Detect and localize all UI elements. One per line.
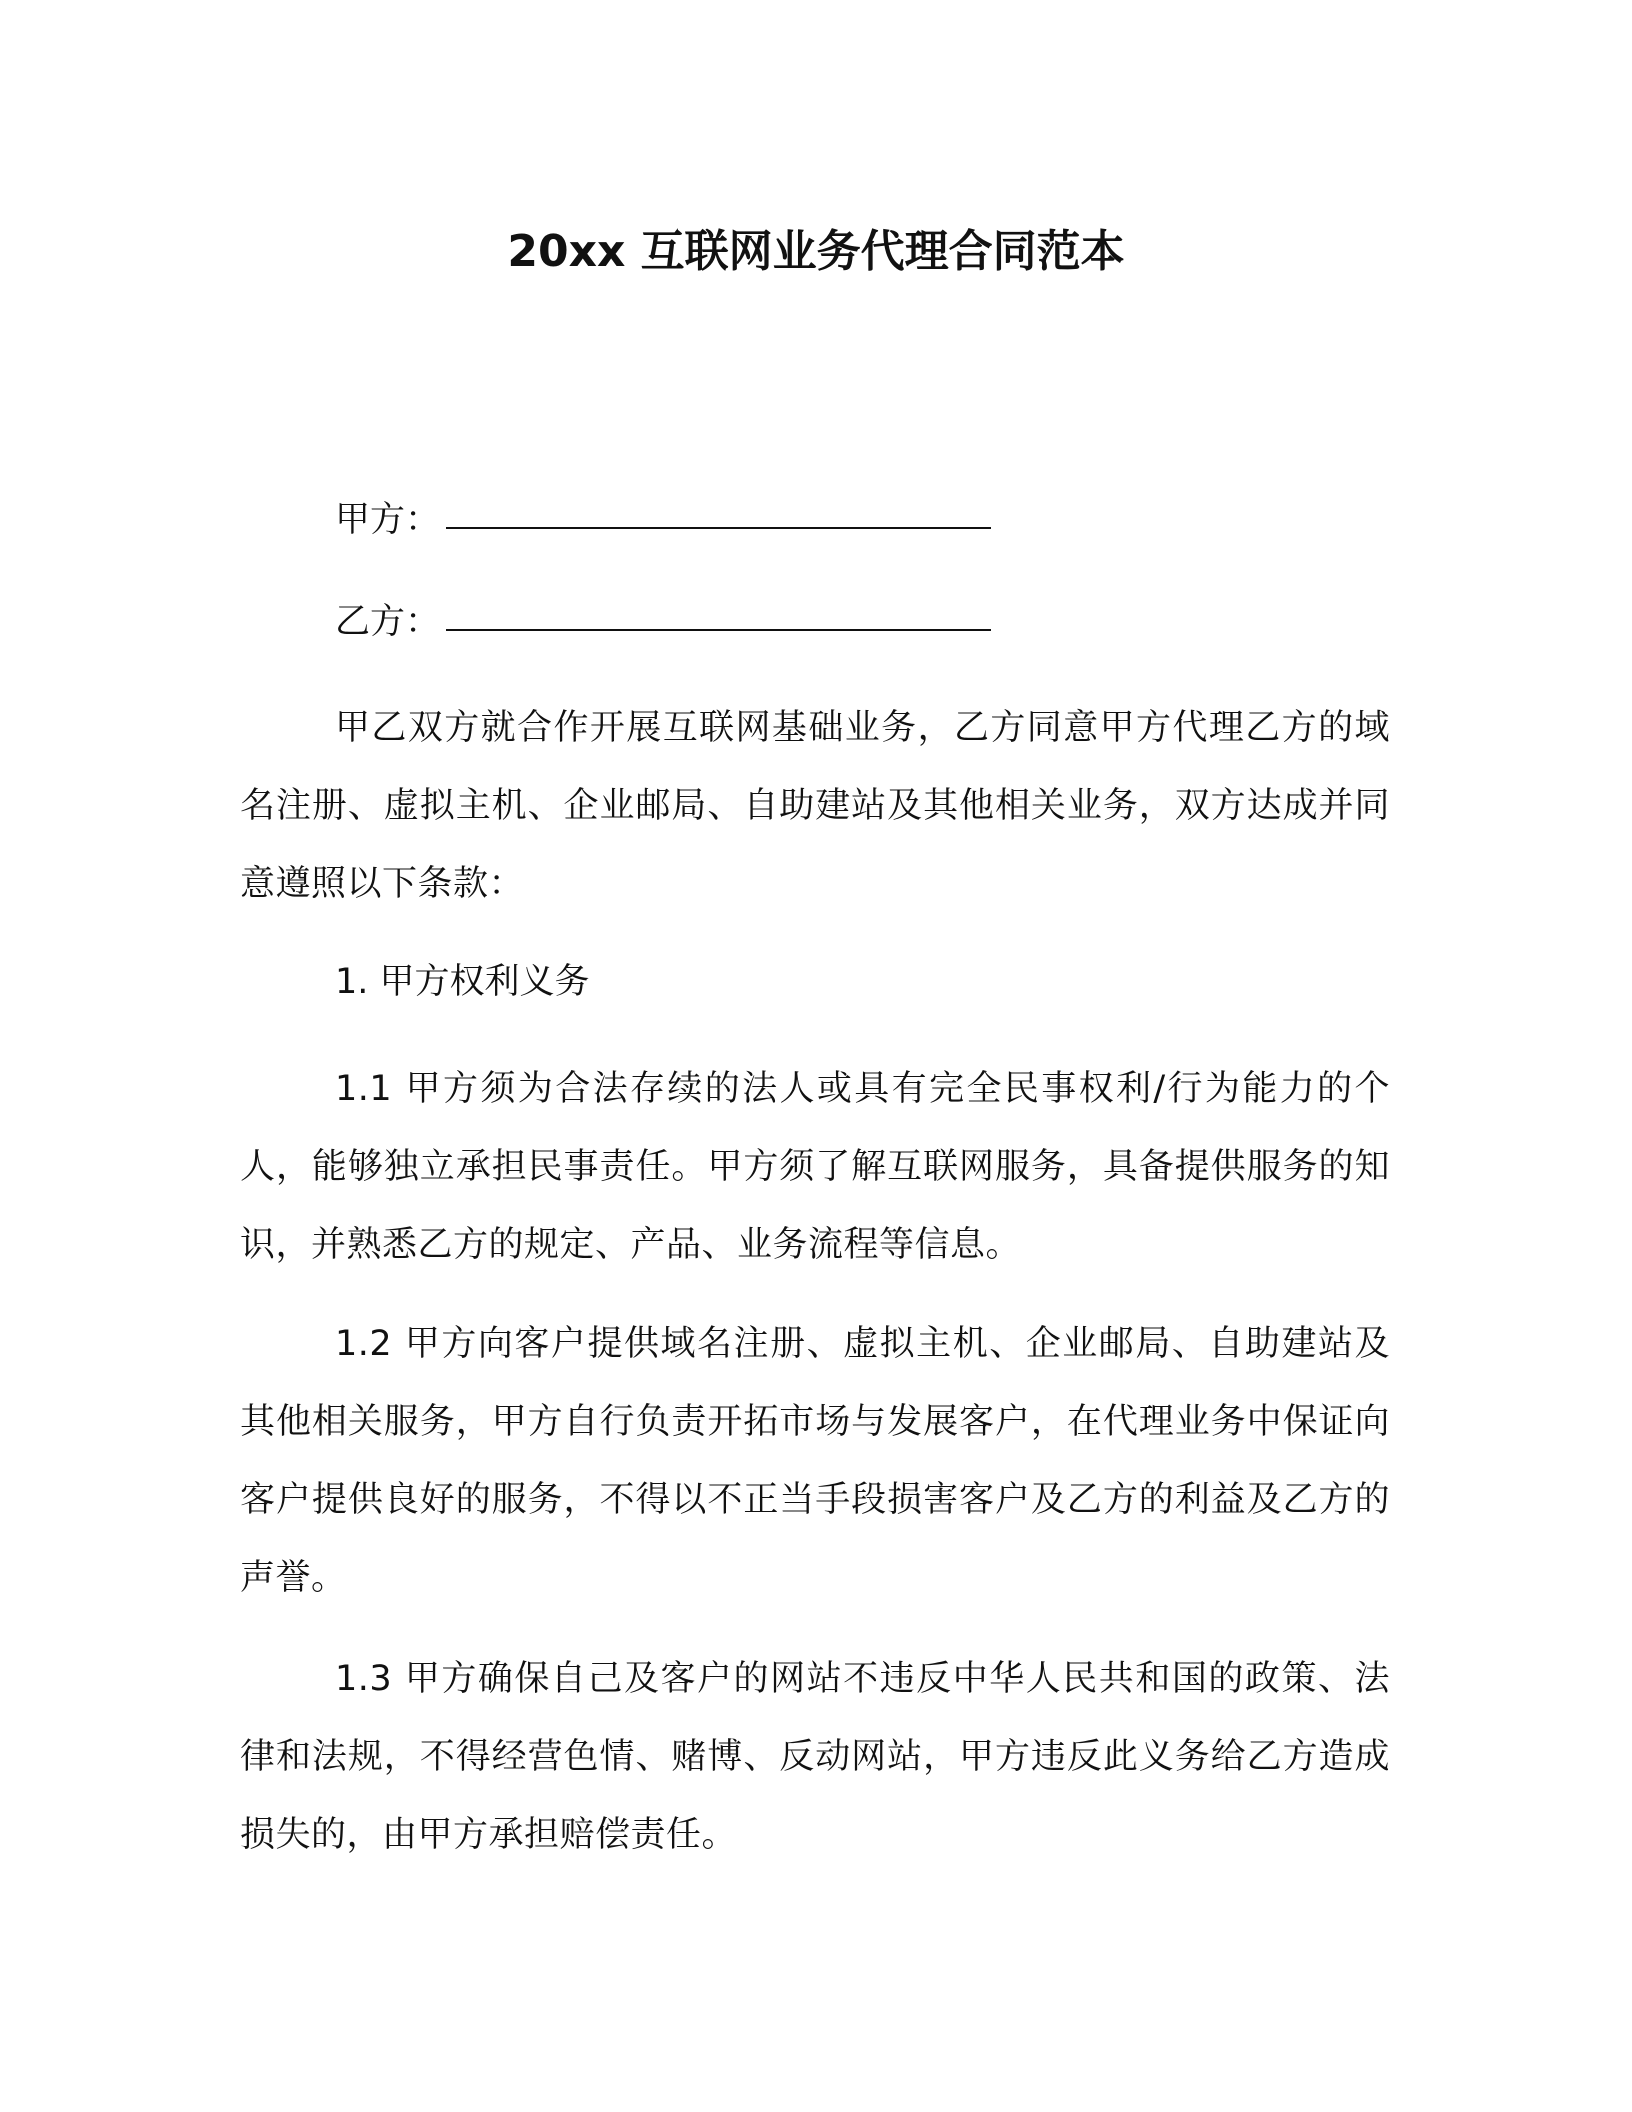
party-a-blank bbox=[446, 527, 991, 529]
party-b-line bbox=[335, 597, 991, 647]
party-b-blank bbox=[446, 629, 991, 631]
party-a-label: 甲方： bbox=[335, 500, 441, 540]
party-b-label: 乙方： bbox=[335, 602, 441, 642]
party-a-line bbox=[335, 495, 991, 545]
clause-1-3: 1.3 甲方确保自己及客户的网站不违反中华人民共和国的政策、法律和法规，不得经营色情、赌博、反动网站，甲方违反此义务给乙方造成损失的，由甲方承担赔偿责任。 bbox=[240, 1659, 1390, 1855]
document-title: 20xx 互联网业务代理合同范本 bbox=[507, 226, 1125, 277]
intro-paragraph: 甲乙双方就合作开展互联网基础业务，乙方同意甲方代理乙方的域名注册、虚拟主机、企业邮局、自助建站及其他相关业务，双方达成并同意遵照以下条款： bbox=[240, 708, 1390, 904]
clause-1-2: 1.2 甲方向客户提供域名注册、虚拟主机、企业邮局、自助建站及其他相关服务，甲方自行负责开拓市场与发展客户，在代理业务中保证向客户提供良好的服务，不得以不正当手段损害客户及乙方的利益及乙方的声誉。 bbox=[240, 1324, 1390, 1598]
section-heading: 1. 甲方权利义务 bbox=[335, 962, 590, 1002]
clause-1-1: 1.1 甲方须为合法存续的法人或具有完全民事权利/行为能力的个人，能够独立承担民事责任。甲方须了解互联网服务，具备提供服务的知识，并熟悉乙方的规定、产品、业务流程等信息。 bbox=[240, 1069, 1390, 1265]
